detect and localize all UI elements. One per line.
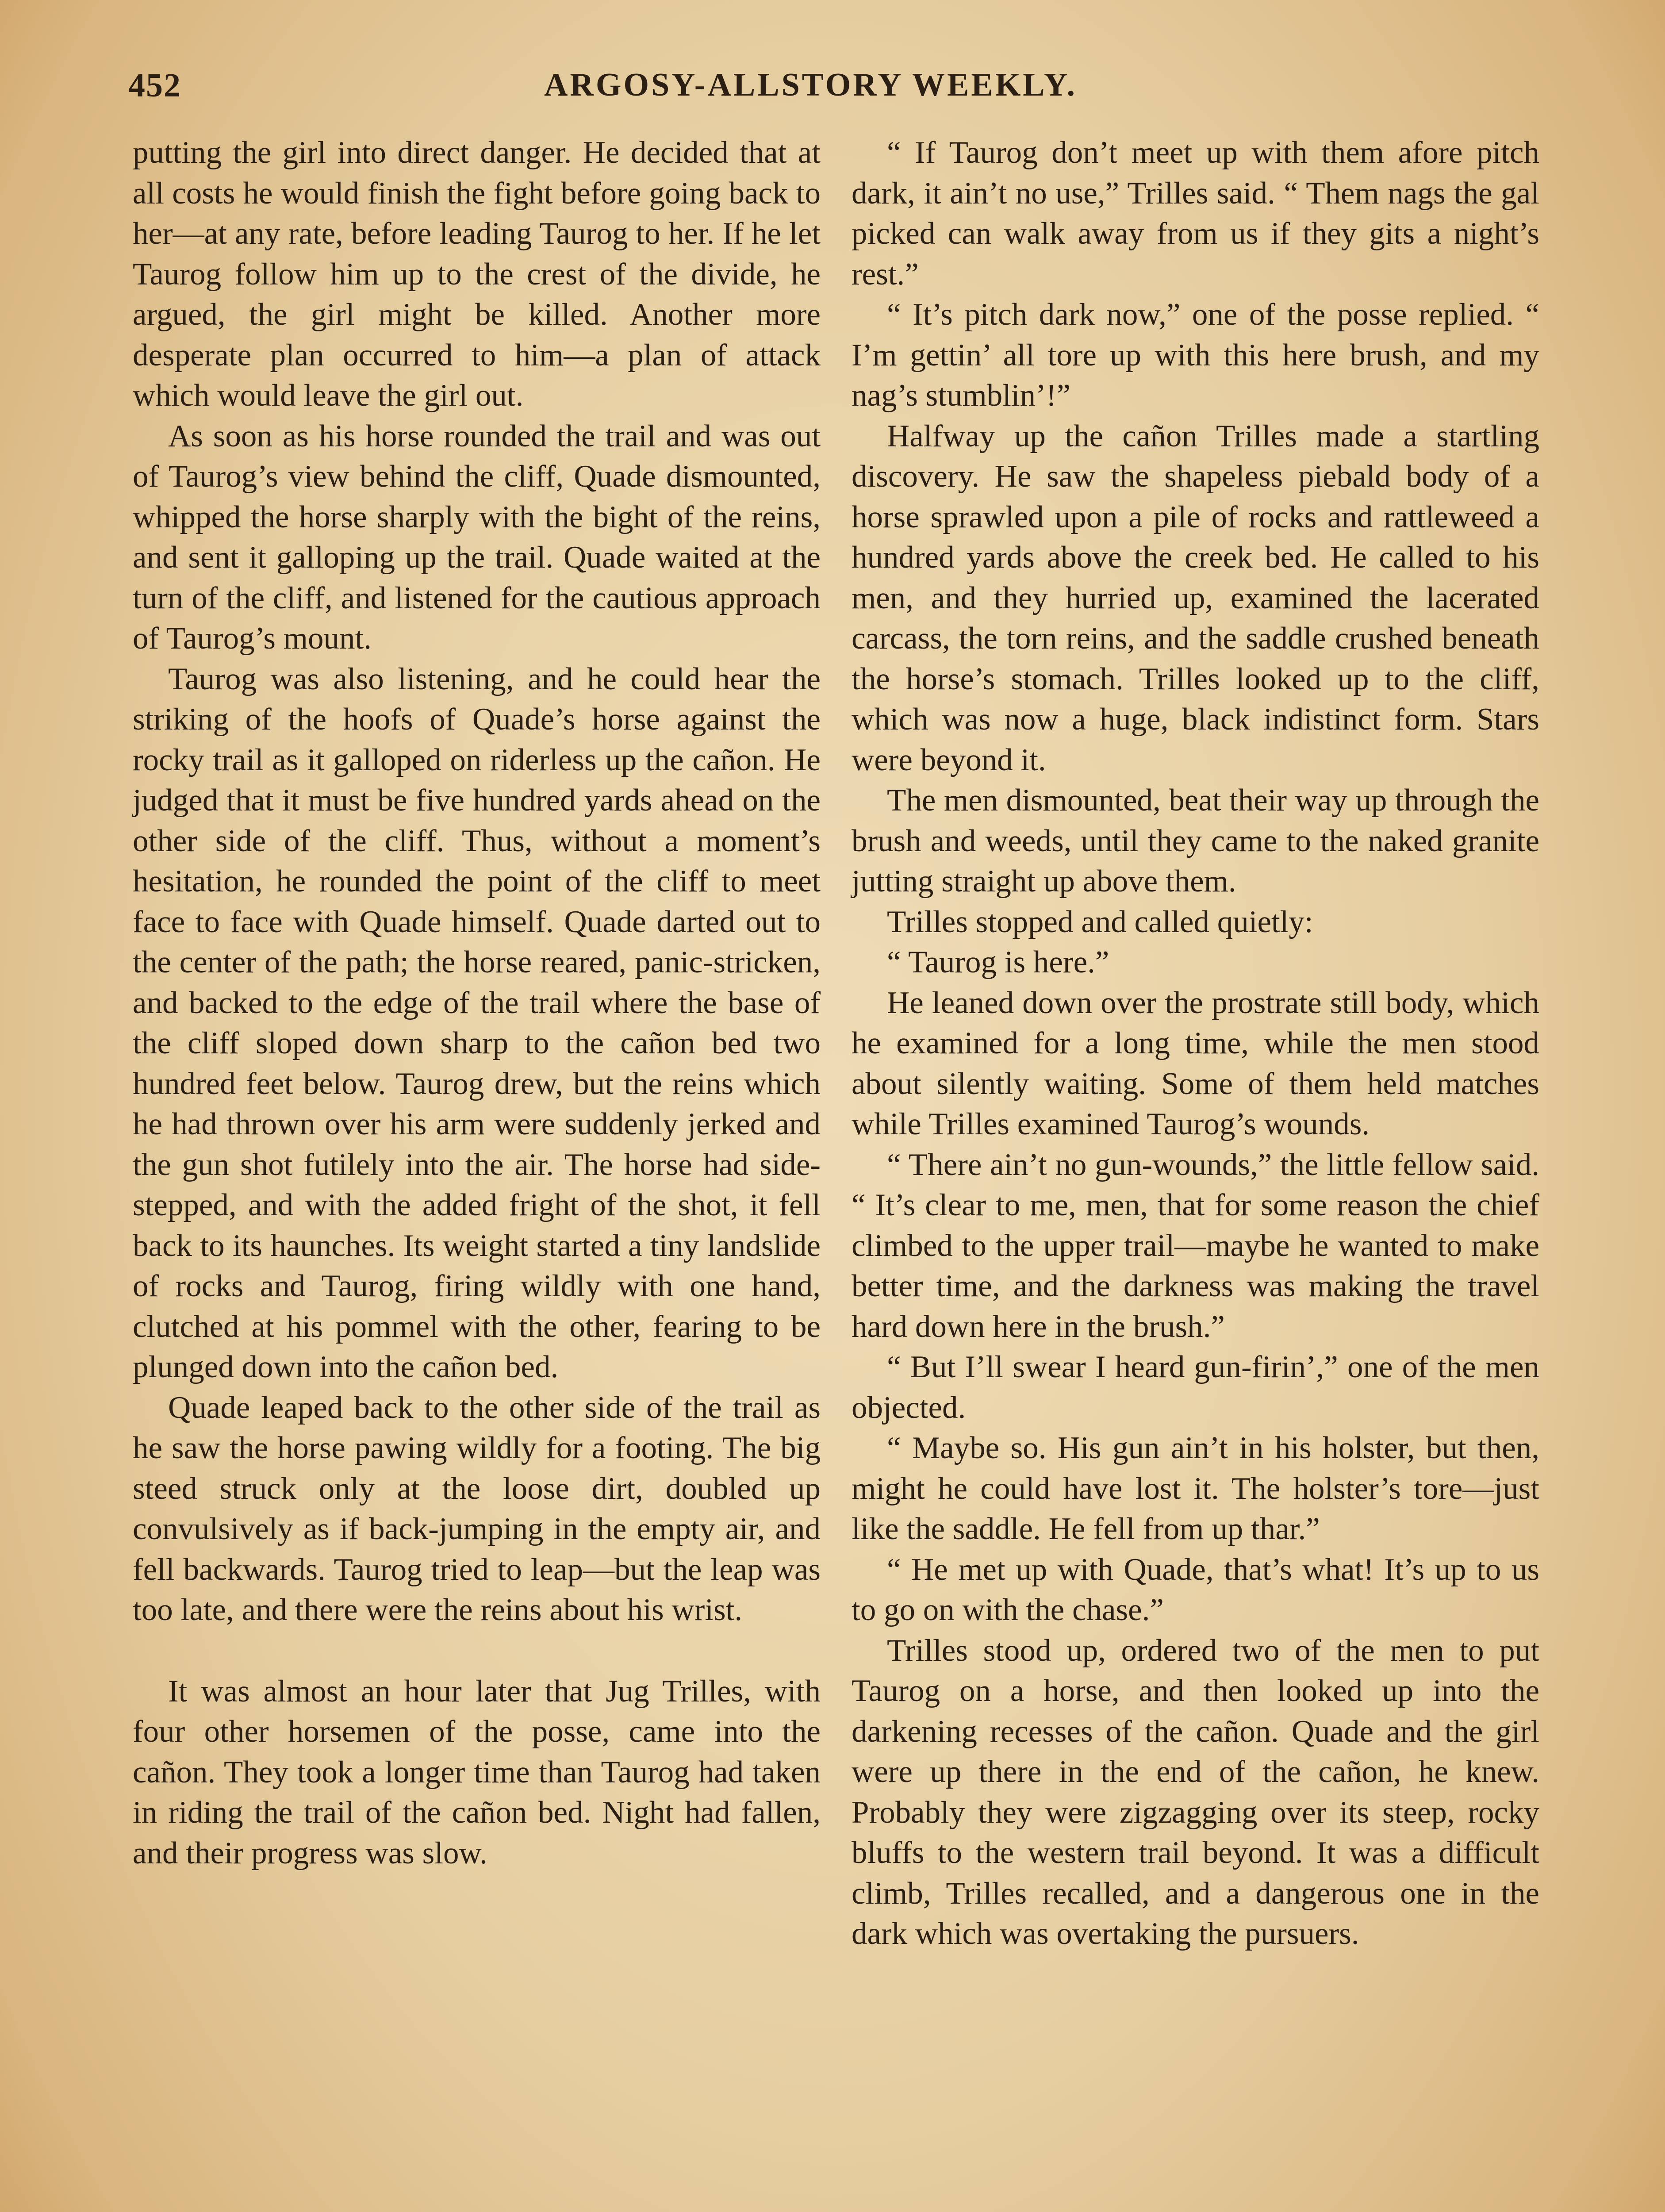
- paragraph: “ Maybe so. His gun ain’t in his holster, but then, might he could have lost it. The holster’s tore—just like the saddle. He fell from up thar.”: [852, 1431, 1539, 1546]
- page-number: 452: [128, 67, 181, 104]
- paragraph: He leaned down over the prostrate still body, which he examined for a long time, while the men stood about silently waiting. Some of them held matches while Trilles examined Taurog’s wounds.: [852, 985, 1539, 1141]
- paragraph: The men dismounted, beat their way up through the brush and weeds, until they came to the naked granite jutting straight up above them.: [852, 783, 1539, 899]
- paragraph: “ If Taurog don’t meet up with them afore pitch dark, it ain’t no use,” Trilles said. “ Them nags the gal picked can walk away from us if they gits a night’s rest.”: [852, 135, 1539, 292]
- paragraph: Quade leaped back to the other side of the trail as he saw the horse pawing wildly for a footing. The big steed struck only at the loose dirt, doubled up convulsively as if back-jumping in the empty air, and fell backwards. Taurog tried to leap—but the leap was too late, and there were the reins about his wrist.: [133, 1390, 821, 1627]
- paragraph: putting the girl into direct danger. He decided that at all costs he would finish the fight before going back to her—at any rate, before leading Taurog to her. If he let Taurog follow him up to the crest of the divide, he argued, the girl might be killed. Another more desperate plan occurred to him—a plan of attack which would leave the girl out.: [133, 135, 821, 413]
- right-column: [852, 133, 1539, 1955]
- paragraph: “ But I’ll swear I heard gun-firin’,” one of the men objected.: [852, 1350, 1539, 1425]
- paragraph: “ Taurog is here.”: [887, 945, 1109, 979]
- paragraph: As soon as his horse rounded the trail and was out of Taurog’s view behind the cliff, Quade dismounted, whipped the horse sharply with the bight of the reins, and sent it galloping up the trail. Quade waited at the turn of the cliff, and listened for the cautious approach of Taurog’s mount.: [133, 419, 821, 656]
- paragraph: Trilles stood up, ordered two of the men to put Taurog on a horse, and then looked up into the darkening recesses of the cañon. Quade and the girl were up there in the end of the cañon, he knew. Probably they were zigzagging over its steep, rocky bluffs to the western trail beyond. It was a difficult climb, Trilles recalled, and a dangerous one in the dark which was overtaking the pursuers.: [852, 1633, 1539, 1951]
- left-column: [133, 133, 821, 1874]
- paragraph: “ There ain’t no gun-wounds,” the little fellow said. “ It’s clear to me, men, that for some reason the chief climbed to the upper trail—maybe he wanted to make better time, and the darkness was making the travel hard down here in the brush.”: [852, 1147, 1539, 1344]
- paragraph: “ It’s pitch dark now,” one of the posse replied. “ I’m gettin’ all tore up with this here brush, and my nag’s stumblin’!”: [852, 297, 1539, 413]
- paragraph: Trilles stopped and called quietly:: [887, 904, 1313, 939]
- paragraph: Taurog was also listening, and he could hear the striking of the hoofs of Quade’s horse against the rocky trail as it galloped on riderless up the cañon. He judged that it must be five hundred yards ahead on the other side of the cliff. Thus, without a moment’s hesitation, he rounded the point of the cliff to meet face to face with Quade himself. Quade darted out to the center of the path; the horse reared, panic-stricken, and backed to the edge of the trail where the base of the cliff sloped down sharp to the cañon bed two hundred feet below. Taurog drew, but the reins which he had thrown over his arm were suddenly jerked and the gun shot futilely into the air. The horse had side-stepped, and with the added fright of the shot, it fell back to its haunches. Its weight started a tiny landslide of rocks and Taurog, firing wildly with one hand, clutched at his pommel with the other, fearing to be plunged down into the cañon bed.: [133, 661, 821, 1384]
- running-head: ARGOSY-ALLSTORY WEEKLY.: [544, 67, 1078, 103]
- page-header: [128, 66, 1535, 119]
- paragraph: Halfway up the cañon Trilles made a startling discovery. He saw the shapeless piebald body of a horse sprawled upon a pile of rocks and rattleweed a hundred yards above the creek bed. He called to his men, and they hurried up, examined the lacerated carcass, the torn reins, and the saddle crushed beneath the horse’s stomach. Trilles looked up to the cliff, which was now a huge, black indistinct form. Stars were beyond it.: [852, 419, 1539, 777]
- paragraph: “ He met up with Quade, that’s what! It’s up to us to go on with the chase.”: [852, 1552, 1539, 1627]
- paragraph: It was almost an hour later that Jug Trilles, with four other horsemen of the posse, came into the cañon. They took a longer time than Taurog had taken in riding the trail of the cañon bed. Night had fallen, and their progress was slow.: [133, 1674, 821, 1870]
